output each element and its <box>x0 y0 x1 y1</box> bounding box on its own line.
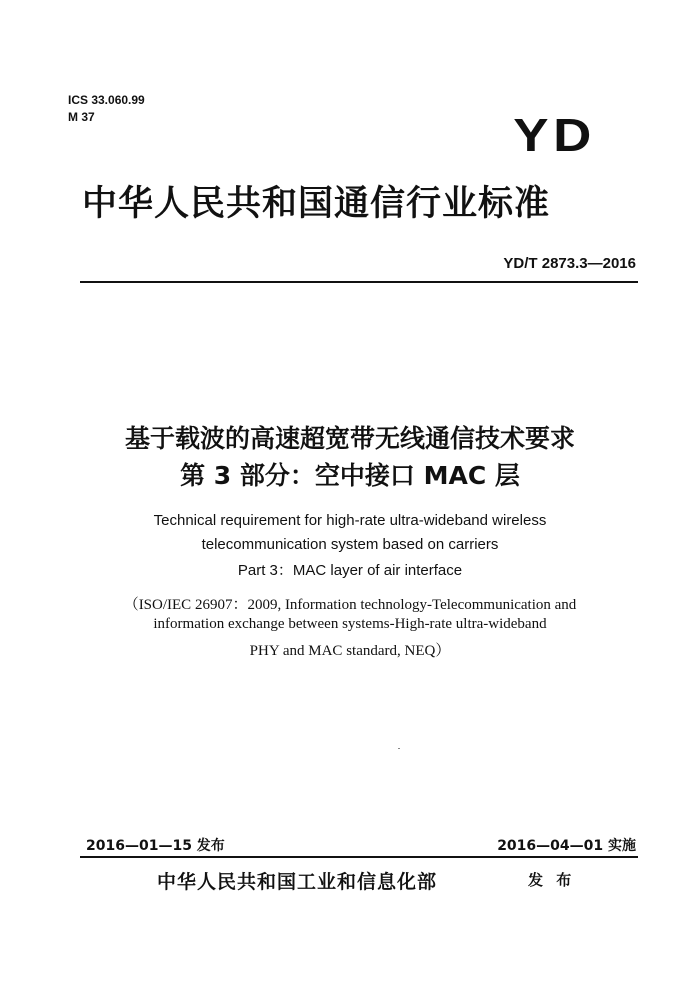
english-title-line-3: Part 3：MAC layer of air interface <box>237 562 463 579</box>
chinese-title-line-1: 基于载波的高速超宽带无线通信技术要求 <box>124 424 575 453</box>
standard-code: YD/T 2873.3—2016 <box>503 255 636 272</box>
reference-line-1: （ISO/IEC 26907：2009, Information technology-Telecommunication and <box>123 597 577 613</box>
implementation-date: 2016—04—01 实施 <box>497 838 636 854</box>
english-title-line-2: telecommunication system based on carriers <box>201 536 499 553</box>
publisher-name: 中华人民共和国工业和信息化部 <box>157 871 438 893</box>
standard-category-title: 中华人民共和国通信行业标准 <box>82 184 551 224</box>
yd-logo: YD <box>513 109 596 161</box>
publish-label: 发 布 <box>528 871 576 889</box>
ccs-code: M 37 <box>68 110 95 124</box>
reference-line-2: information exchange between systems-High-rate ultra-wideband <box>153 616 547 632</box>
issue-date: 2016—01—15 发布 <box>86 838 225 854</box>
scan-speck <box>398 748 400 749</box>
english-title-line-1: Technical requirement for high-rate ultra-wideband wireless <box>153 512 547 529</box>
reference-line-3: PHY and MAC standard, NEQ） <box>249 643 451 659</box>
bottom-divider <box>80 856 638 858</box>
ics-code: ICS 33.060.99 <box>68 93 145 107</box>
top-divider <box>80 281 638 283</box>
classification-codes <box>68 92 145 126</box>
chinese-title-line-2: 第 3 部分：空中接口 MAC 层 <box>180 461 520 490</box>
